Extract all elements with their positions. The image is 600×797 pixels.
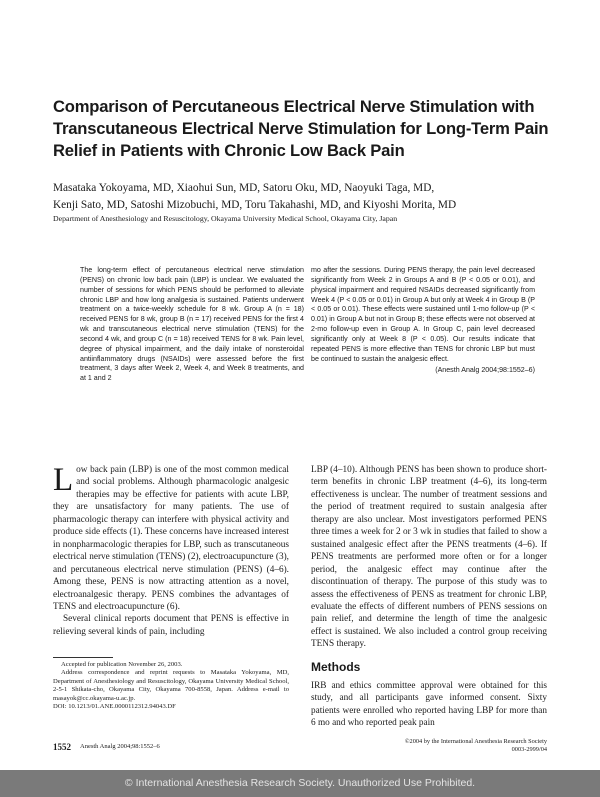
body-left-column xyxy=(53,464,289,638)
methods-section xyxy=(311,680,547,730)
authors-line: Kenji Sato, MD, Satoshi Mizobuchi, MD, Toru Takahashi, MD, and Kiyoshi Morita, MD xyxy=(53,198,457,211)
authors-line: Masataka Yokoyama, MD, Xiaohui Sun, MD, Satoru Oku, MD, Naoyuki Taga, MD, xyxy=(53,182,435,194)
issn-line: 0003-2999/04 xyxy=(511,746,547,753)
copyright-notice xyxy=(311,738,547,754)
journal-citation: Anesth Analg 2004;98:1552–6 xyxy=(80,743,160,750)
watermark-banner: © International Anesthesia Research Society. Unauthorized Use Prohibited. xyxy=(0,770,600,797)
body-paragraph: LBP (4–10). Although PENS has been shown to produce short-term benefits in chronic LBP treatment (4–6), its long-term effectiveness is unclear. The number of treatment sessions and the period of treatment required to sustain analgesia after therapy are also unclear. Most investigators performed PENS three times a week for 2 or 3 wk in studies that failed to show a sustained analgesic effect after the PENS treatments (4–6). If PENS treatments are performed more often or for a longer period, the analgesic effect may continue after the discontinuation of therapy. The purpose of this study was to assess the effectiveness of PENS as treatment for chronic LBP, evaluate the effects of different numbers of PENS sessions on pain relief, and determine the length of time the analgesic effect is sustained. We also included a control group receiving TENS therapy. xyxy=(311,465,547,650)
abstract-text: The long-term effect of percutaneous electrical nerve stimulation (PENS) on chronic low back pain (LBP) is unclear. We evaluated the number of sessions for which PENS should be performed to alleviate chronic LBP and how long analgesia is sustained. Patients underwent treatment on a twice-weekly schedule for 8 wk. Group A (n = 18) received PENS for 8 wk, group B (n = 17) received PENS for the first 4 wk and transcutaneous electrical nerve stimulation (TENS) for the second 4 wk, and group C (n = 18) received TENS for 8 wk. Pain level, degree of physical impairment, and the daily intake of nonsteroidal antiinflammatory drugs (NSAIDs) were assessed before the first treatment, 3 days after Week 2, Week 4, and Week 8 treatments, and at 1 and 2 xyxy=(80,266,304,383)
abstract-right-column xyxy=(311,266,535,376)
methods-heading: Methods xyxy=(311,660,361,674)
copyright-line: ©2004 by the International Anesthesia Research Society xyxy=(404,738,547,745)
body-paragraph: Several clinical reports document that PENS is effective in relieving several kinds of pain, including xyxy=(53,614,289,637)
author-list xyxy=(53,180,553,213)
footnote xyxy=(53,661,289,711)
footnote-divider xyxy=(53,657,113,658)
intro-paragraph-text: ow back pain (LBP) is one of the most common medical and social problems. Although pharmacologic analgesic therapies may be effective for patients with acute LBP, they are unsatisfactory for many patients. The use of pharmacologic therapy can interfere with physical activity and produce side effects (1). These concerns have increased interest in nonpharmacologic therapies for LBP, such as transcutaneous electrical nerve stimulation (TENS) (2), electroacupuncture (3), and percutaneous electrical nerve stimulation (PENS) (4–6). Among these, PENS is now attracting attention as a novel, electroanalgesic therapy. PENS combines the advantages of TENS and electroacupuncture (6). xyxy=(53,465,289,612)
article-title: Comparison of Percutaneous Electrical Nerve Stimulation with Transcutaneous Electrical Nerve Stimulation for Long-Term Pain Relief in Patients with Chronic Low Back Pain xyxy=(53,97,549,160)
methods-text: IRB and ethics committee approval were obtained for this study, and all participants gave informed consent. Sixty patients were enrolled who reported having LBP for more than 6 mo and who reported peak pain xyxy=(311,681,547,729)
body-right-column xyxy=(311,464,547,651)
abstract-citation: (Anesth Analg 2004;98:1552–6) xyxy=(435,366,535,375)
page-number: 1552 xyxy=(53,742,71,752)
abstract-text: mo after the sessions. During PENS therapy, the pain level decreased significantly from Week 2 in Groups A and B (P < 0.05 or 0.01), and physical impairment and required NSAIDs decreased significantly from Week 4 (P < 0.05 or 0.01) in Group A but only at Week 4 in Group B (P < 0.05 or 0.01). These effects were sustained until 1-mo follow-up (P < 0.01) in Group A but not in Group B; these effects were not observed at 2-mo follow-up even in Group A. In Group C, pain level decreased significantly only at Week 8 (P < 0.05). Our results indicate that repeated PENS is more effective than TENS for chronic LBP but must be continued to sustain the analgesic effect. xyxy=(311,266,535,363)
footnote-correspondence: Address correspondence and reprint requests to Masataka Yokoyama, MD, Department of Anesthesiology and Resuscitology, Okayama University Medical School, 2-5-1 Shikata-cho, Okayama City, Okayama 700-8558, Japan. Address e-mail to masayok@cc.okayama-u.ac.jp. xyxy=(53,669,289,702)
affiliation: Department of Anesthesiology and Resuscitology, Okayama University Medical School, Okayama City, Japan xyxy=(53,214,398,223)
abstract-left-column xyxy=(80,266,304,384)
drop-cap: L xyxy=(53,462,74,498)
footnote-doi: DOI: 10.1213/01.ANE.0000112312.94043.DF xyxy=(53,703,176,711)
footnote-accepted: Accepted for publication November 26, 2003. xyxy=(61,661,183,668)
intro-paragraph xyxy=(53,464,289,613)
